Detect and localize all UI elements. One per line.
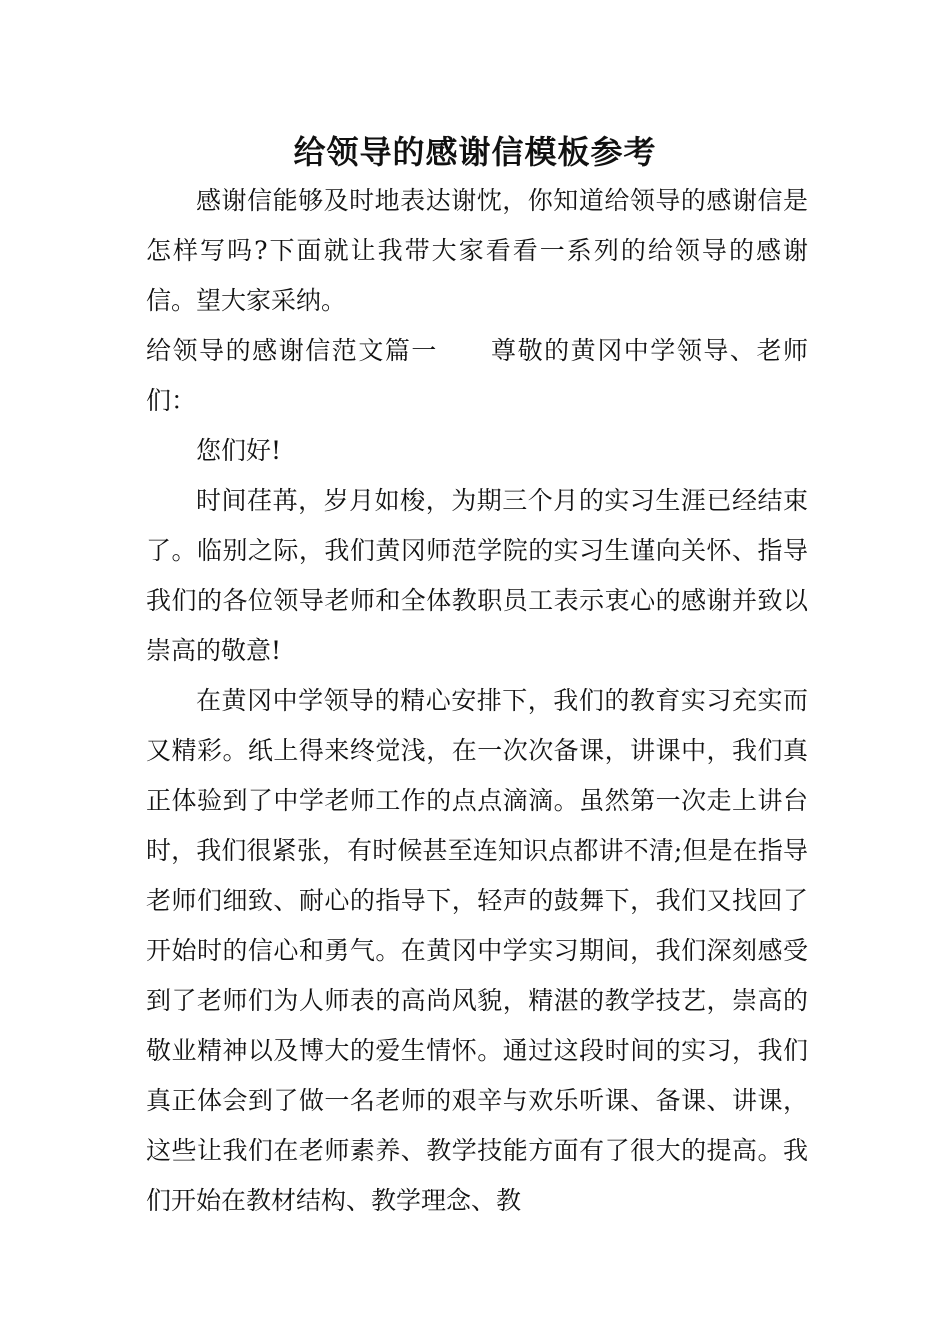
letter-heading-paragraph: 给领导的感谢信范文篇一 尊敬的黄冈中学领导、老师们： [146, 336, 808, 415]
document-title: 给领导的感谢信模板参考 [293, 133, 657, 171]
greeting-paragraph: 您们好! [196, 436, 282, 465]
body-paragraph-1: 时间荏苒，岁月如梭，为期三个月的实习生涯已经结束了。临别之际，我们黄冈师范学院的实习生谨向关怀、指导我们的各位领导老师和全体教职员工表示衷心的感谢并致以崇高的敬意! [146, 486, 808, 665]
document-body [146, 176, 808, 1226]
body-paragraph-2: 在黄冈中学领导的精心安排下，我们的教育实习充实而又精彩。纸上得来终觉浅，在一次次备课，讲课中，我们真正体验到了中学老师工作的点点滴滴。虽然第一次走上讲台时，我们很紧张，有时候甚至连知识点都讲不清;但是在指导老师们细致、耐心的指导下，轻声的鼓舞下，我们又找回了开始时的信心和勇气。在黄冈中学实习期间，我们深刻感受到了老师们为人师表的高尚风貌，精湛的教学技艺，崇高的敬业精神以及博大的爱生情怀。通过这段时间的实习，我们真正体会到了做一名老师的艰辛与欢乐听课、备课、讲课，这些让我们在老师素养、教学技能方面有了很大的提高。我们开始在教材结构、教学理念、教 [146, 686, 808, 1215]
intro-paragraph: 感谢信能够及时地表达谢忱，你知道给领导的感谢信是怎样写吗?下面就让我带大家看看一系列的给领导的感谢信。望大家采纳。 [146, 186, 808, 315]
